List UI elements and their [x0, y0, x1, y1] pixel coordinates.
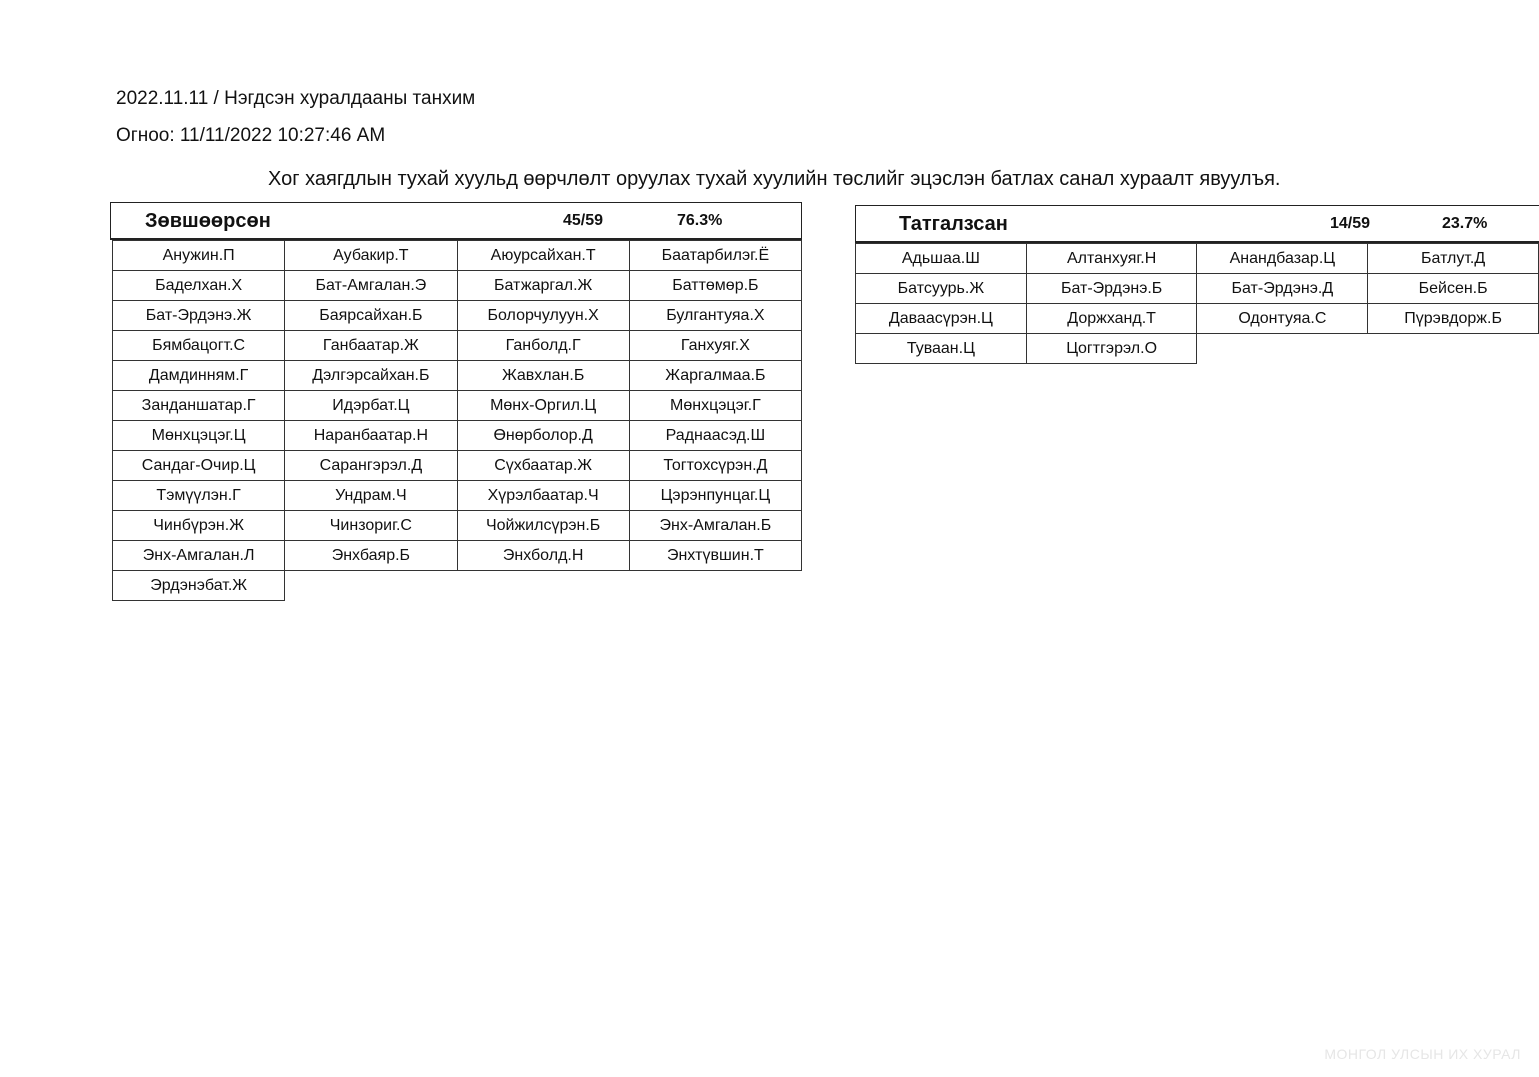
approved-row	[113, 271, 802, 301]
approved-name-cell: Раднаасэд.Ш	[629, 421, 801, 451]
approved-section	[110, 202, 802, 601]
approved-name-cell: Занданшатар.Г	[113, 391, 285, 421]
approved-row	[113, 361, 802, 391]
rejected-name-cell: Адьшаа.Ш	[856, 244, 1027, 274]
approved-row	[113, 451, 802, 481]
approved-row	[113, 301, 802, 331]
approved-name-cell: Дэлгэрсайхан.Б	[285, 361, 457, 391]
approved-name-cell: Ганхуяг.Х	[629, 331, 801, 361]
approved-count: 45/59	[563, 212, 604, 229]
rejected-label: Татгалзсан	[899, 213, 1008, 235]
rejected-name-cell: Анандбазар.Ц	[1197, 244, 1368, 274]
approved-name-cell: Баделхан.Х	[113, 271, 285, 301]
approved-name-cell: Анужин.П	[113, 241, 285, 271]
approved-name-cell: Чинзориг.С	[285, 511, 457, 541]
approved-name-cell: Өнөрболор.Д	[457, 421, 629, 451]
approved-row	[113, 391, 802, 421]
vote-datetime: Огноо: 11/11/2022 10:27:46 AM	[116, 125, 386, 146]
rejected-name-cell: Одонтуяа.С	[1197, 304, 1368, 334]
approved-name-cell: Сүхбаатар.Ж	[457, 451, 629, 481]
approved-name-cell: Бямбацогт.С	[113, 331, 285, 361]
approved-name-cell: Бат-Амгалан.Э	[285, 271, 457, 301]
approved-row	[113, 241, 802, 271]
approved-name-cell: Батжаргал.Ж	[457, 271, 629, 301]
rejected-name-cell: Бат-Эрдэнэ.Д	[1197, 274, 1368, 304]
rejected-row	[856, 244, 1539, 274]
rejected-name-cell: Цогтгэрэл.О	[1026, 334, 1197, 364]
approved-name-cell: Сарангэрэл.Д	[285, 451, 457, 481]
vote-title: Хог хаягдлын тухай хуульд өөрчлөлт оруулах тухай хуулийн төслийг эцэслэн батлах санал хураалт явуулъя.	[268, 168, 1281, 190]
approved-name-cell: Ганболд.Г	[457, 331, 629, 361]
approved-name-cell: Жавхлан.Б	[457, 361, 629, 391]
rejected-section	[855, 205, 1539, 364]
approved-name-cell: Тэмүүлэн.Г	[113, 481, 285, 511]
approved-name-cell: Дамдинням.Г	[113, 361, 285, 391]
approved-name-cell: Мөнх-Оргил.Ц	[457, 391, 629, 421]
rejected-count: 14/59	[1330, 215, 1371, 232]
rejected-name-cell: Пүрэвдорж.Б	[1368, 304, 1539, 334]
rejected-names-table	[855, 243, 1539, 364]
approved-name-cell: Идэрбат.Ц	[285, 391, 457, 421]
approved-names-table	[112, 240, 802, 601]
approved-row	[113, 421, 802, 451]
approved-name-cell: Мөнхцэцэг.Ц	[113, 421, 285, 451]
approved-row	[113, 481, 802, 511]
approved-name-cell: Чойжилсүрэн.Б	[457, 511, 629, 541]
approved-name-cell: Аубакир.Т	[285, 241, 457, 271]
approved-name-cell: Наранбаатар.Н	[285, 421, 457, 451]
approved-name-cell: Энхболд.Н	[457, 541, 629, 571]
approved-row	[113, 331, 802, 361]
approved-name-cell: Мөнхцэцэг.Г	[629, 391, 801, 421]
approved-name-cell: Цэрэнпунцаг.Ц	[629, 481, 801, 511]
approved-name-cell: Бат-Эрдэнэ.Ж	[113, 301, 285, 331]
approved-header	[110, 202, 802, 240]
approved-name-cell: Тогтохсүрэн.Д	[629, 451, 801, 481]
approved-row	[113, 571, 802, 601]
rejected-name-cell: Бат-Эрдэнэ.Б	[1026, 274, 1197, 304]
rejected-header	[855, 205, 1539, 243]
approved-name-cell: Сандаг-Очир.Ц	[113, 451, 285, 481]
rejected-name-cell: Батсуурь.Ж	[856, 274, 1027, 304]
approved-row	[113, 511, 802, 541]
approved-row	[113, 541, 802, 571]
approved-name-cell: Баатарбилэг.Ё	[629, 241, 801, 271]
approved-name-cell: Энх-Амгалан.Б	[629, 511, 801, 541]
approved-name-cell: Аюурсайхан.Т	[457, 241, 629, 271]
approved-name-cell: Баттөмөр.Б	[629, 271, 801, 301]
rejected-name-cell: Бейсен.Б	[1368, 274, 1539, 304]
rejected-percent: 23.7%	[1442, 215, 1488, 232]
approved-name-cell: Энхтүвшин.Т	[629, 541, 801, 571]
rejected-row	[856, 304, 1539, 334]
rejected-row	[856, 334, 1539, 364]
approved-name-cell: Чинбүрэн.Ж	[113, 511, 285, 541]
approved-percent: 76.3%	[677, 212, 723, 229]
rejected-name-cell: Доржханд.Т	[1026, 304, 1197, 334]
approved-name-cell: Хүрэлбаатар.Ч	[457, 481, 629, 511]
rejected-row	[856, 274, 1539, 304]
approved-name-cell: Энх-Амгалан.Л	[113, 541, 285, 571]
approved-name-cell: Болорчулуун.Х	[457, 301, 629, 331]
session-info: 2022.11.11 / Нэгдсэн хуралдааны танхим	[116, 88, 476, 109]
approved-name-cell: Энхбаяр.Б	[285, 541, 457, 571]
approved-name-cell: Жаргалмаа.Б	[629, 361, 801, 391]
approved-name-cell: Булгантуяа.Х	[629, 301, 801, 331]
approved-label: Зөвшөөрсөн	[145, 210, 271, 232]
approved-name-cell: Ганбаатар.Ж	[285, 331, 457, 361]
rejected-name-cell: Алтанхуяг.Н	[1026, 244, 1197, 274]
rejected-name-cell: Туваан.Ц	[856, 334, 1027, 364]
rejected-name-cell: Даваасүрэн.Ц	[856, 304, 1027, 334]
approved-name-cell: Ундрам.Ч	[285, 481, 457, 511]
rejected-name-cell: Батлут.Д	[1368, 244, 1539, 274]
approved-name-cell: Эрдэнэбат.Ж	[113, 571, 285, 601]
watermark: МОНГОЛ УЛСЫН ИХ ХУРАЛ	[1324, 1046, 1521, 1062]
approved-name-cell: Баярсайхан.Б	[285, 301, 457, 331]
